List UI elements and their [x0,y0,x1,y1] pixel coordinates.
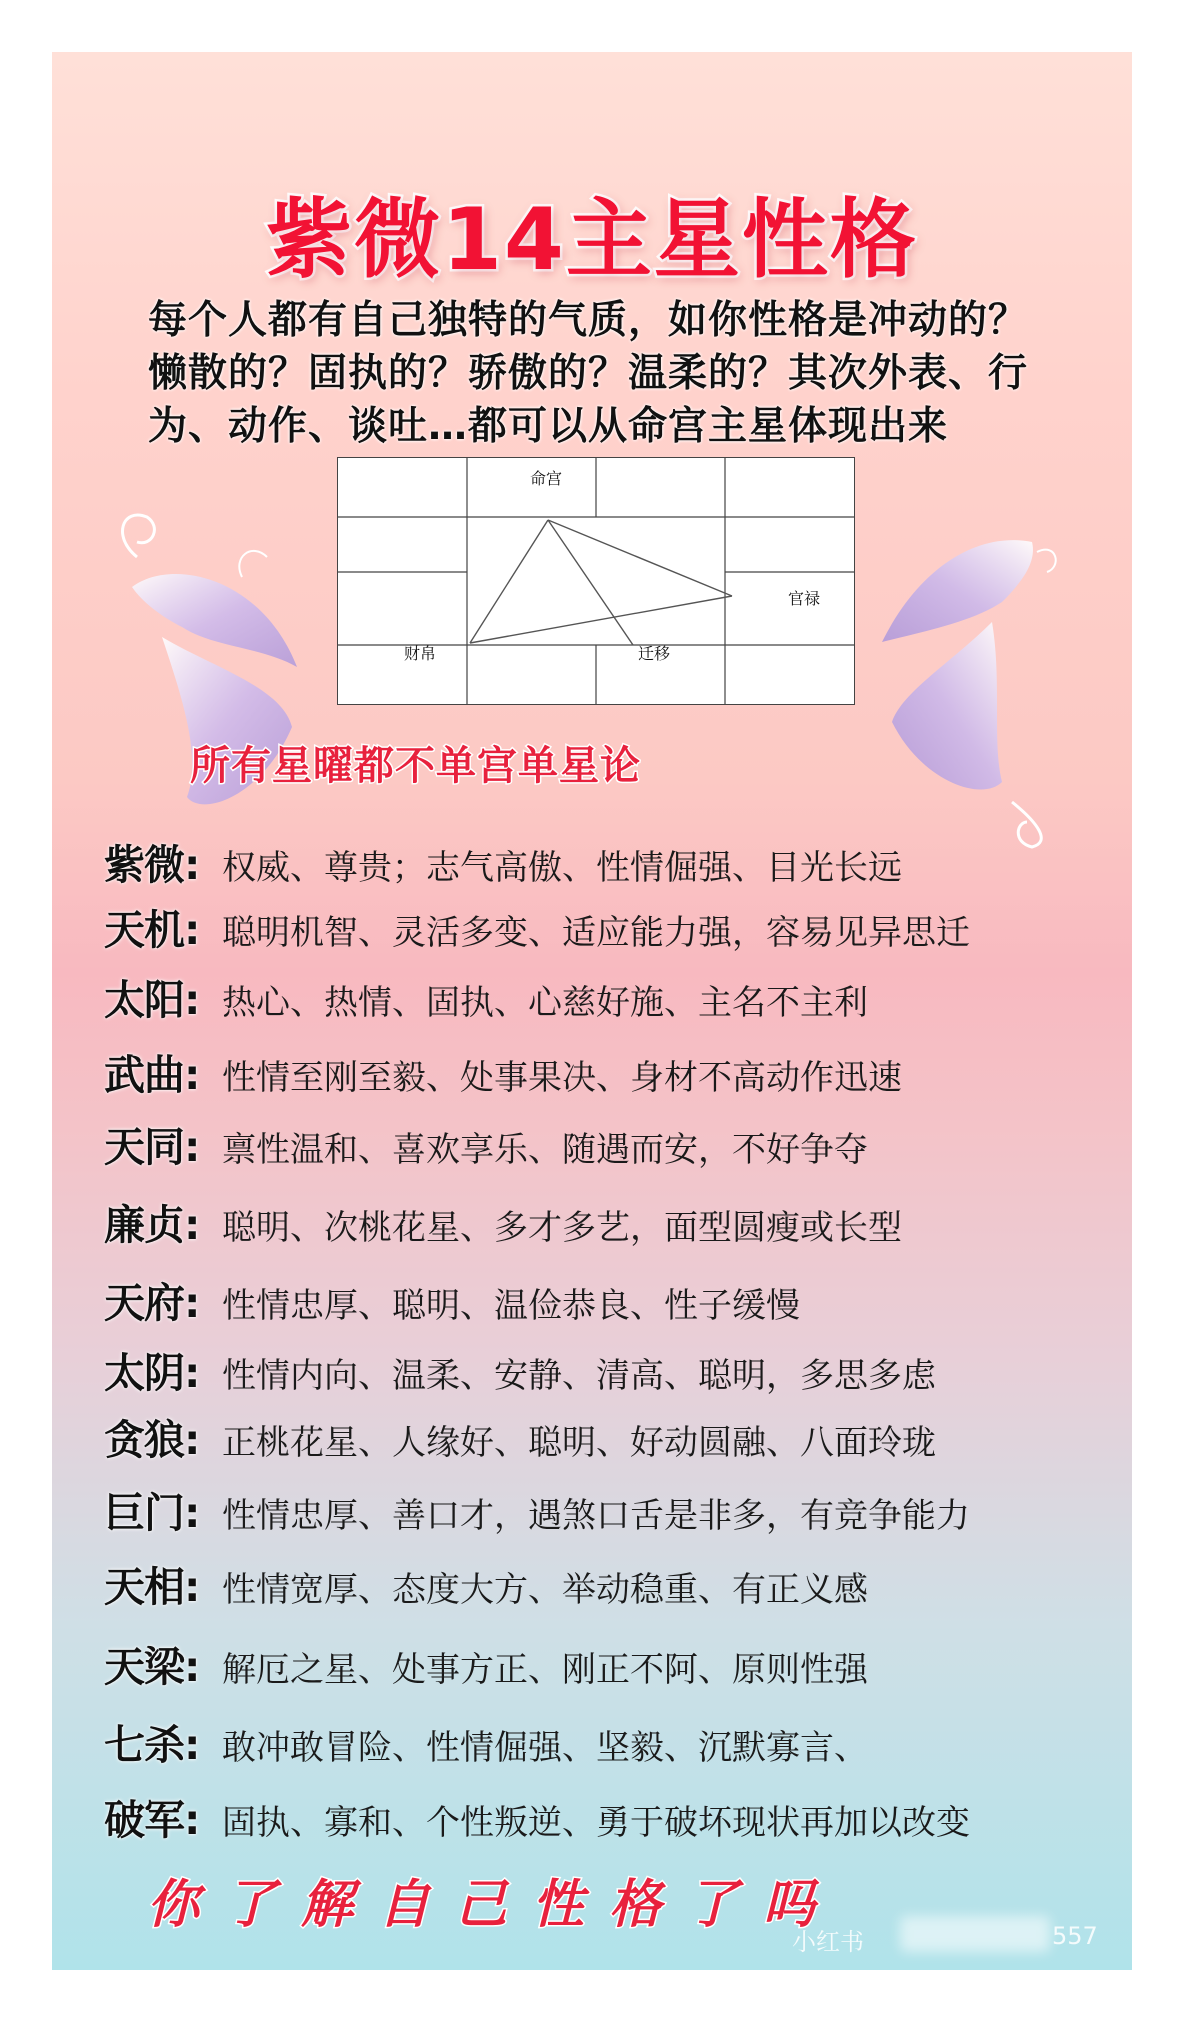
watermark-suffix: 557 [1052,1922,1098,1950]
intro-line-3: 为、动作、谈吐…都可以从命宫主星体现出来 [148,404,949,449]
palace-ming: 命宫 [530,469,563,488]
star-name: 七杀: [104,1721,200,1769]
triangle-line [548,520,732,596]
star-desc: 性情宽厚、态度大方、举动稳重、有正义感 [222,1570,868,1610]
palace-caibo: 财帛 [404,644,437,663]
star-desc: 聪明机智、灵活多变、适应能力强，容易见异思迁 [222,913,970,953]
star-name: 破军: [104,1796,200,1844]
star-desc: 禀性温和、喜欢享乐、随遇而安，不好争夺 [222,1130,868,1170]
star-name: 太阴: [104,1349,200,1397]
butterfly-wing-right-icon [862,522,1072,852]
star-desc: 性情忠厚、善口才，遇煞口舌是非多，有竞争能力 [222,1496,970,1536]
star-desc: 性情至刚至毅、处事果决、身材不高动作迅速 [222,1058,902,1098]
closing-question: 你了解自己性格了吗 [147,1874,841,1935]
star-desc: 正桃花星、人缘好、聪明、好动圆融、八面玲珑 [222,1423,936,1463]
star-name: 紫微: [104,841,200,889]
star-name: 贪狼: [104,1416,200,1464]
star-desc: 权威、尊贵；志气高傲、性情倔强、目光长远 [222,848,902,888]
star-row-tianliang [104,1634,1124,1693]
star-desc: 热心、热情、固执、心慈好施、主名不主利 [222,983,868,1023]
star-row-wuqu [104,1042,1124,1101]
subtitle: 所有星曜都不单宫单星论 [190,743,641,789]
star-row-lianzhen [104,1192,1124,1251]
star-name: 巨门: [104,1489,200,1537]
star-name: 天相: [104,1563,200,1611]
star-row-tianfu [104,1270,1124,1329]
star-name: 天府: [104,1279,200,1327]
palace-chart [337,457,855,705]
star-name: 武曲: [104,1051,200,1099]
star-row-taiyin [104,1340,1124,1399]
star-desc: 聪明、次桃花星、多才多艺，面型圆瘦或长型 [222,1208,902,1248]
poster [52,52,1132,1970]
star-row-tanlang [104,1407,1124,1466]
star-name: 天同: [104,1123,200,1171]
intro-line-2: 懒散的？固执的？骄傲的？温柔的？其次外表、行 [148,351,1029,396]
intro-line-1: 每个人都有自己独特的气质，如你性格是冲动的？ [148,298,1029,343]
star-row-qisha [104,1712,1124,1771]
star-name: 廉贞: [104,1201,200,1249]
triangle-line [470,520,548,643]
star-name: 太阳: [104,976,200,1024]
star-desc: 性情内向、温柔、安静、清高、聪明，多思多虑 [222,1356,936,1396]
star-desc: 敢冲敢冒险、性情倔强、坚毅、沉默寡言、 [222,1728,868,1768]
watermark-blur [900,1916,1050,1952]
star-row-pojun [104,1787,1124,1846]
star-name: 天机: [104,906,200,954]
watermark-brand: 小红书 [792,1928,864,1956]
star-desc: 解厄之星、处事方正、刚正不阿、原则性强 [222,1650,868,1690]
page-title: 紫微14主星性格 [266,190,918,290]
star-desc: 固执、寡和、个性叛逆、勇于破坏现状再加以改变 [222,1803,970,1843]
palace-guanlu: 官禄 [788,589,821,608]
star-row-jumen [104,1480,1124,1539]
star-row-tianxiang [104,1554,1124,1613]
star-name: 天梁: [104,1643,200,1691]
star-row-tiantong [104,1114,1124,1173]
palace-qianyi: 迁移 [638,644,671,663]
palace-grid [338,458,854,704]
star-desc: 性情忠厚、聪明、温俭恭良、性子缓慢 [222,1286,800,1326]
star-row-taiyang [104,967,1124,1026]
star-row-tianji [104,897,1124,956]
star-row-ziwei [104,832,1124,891]
triangle-line [470,596,732,643]
